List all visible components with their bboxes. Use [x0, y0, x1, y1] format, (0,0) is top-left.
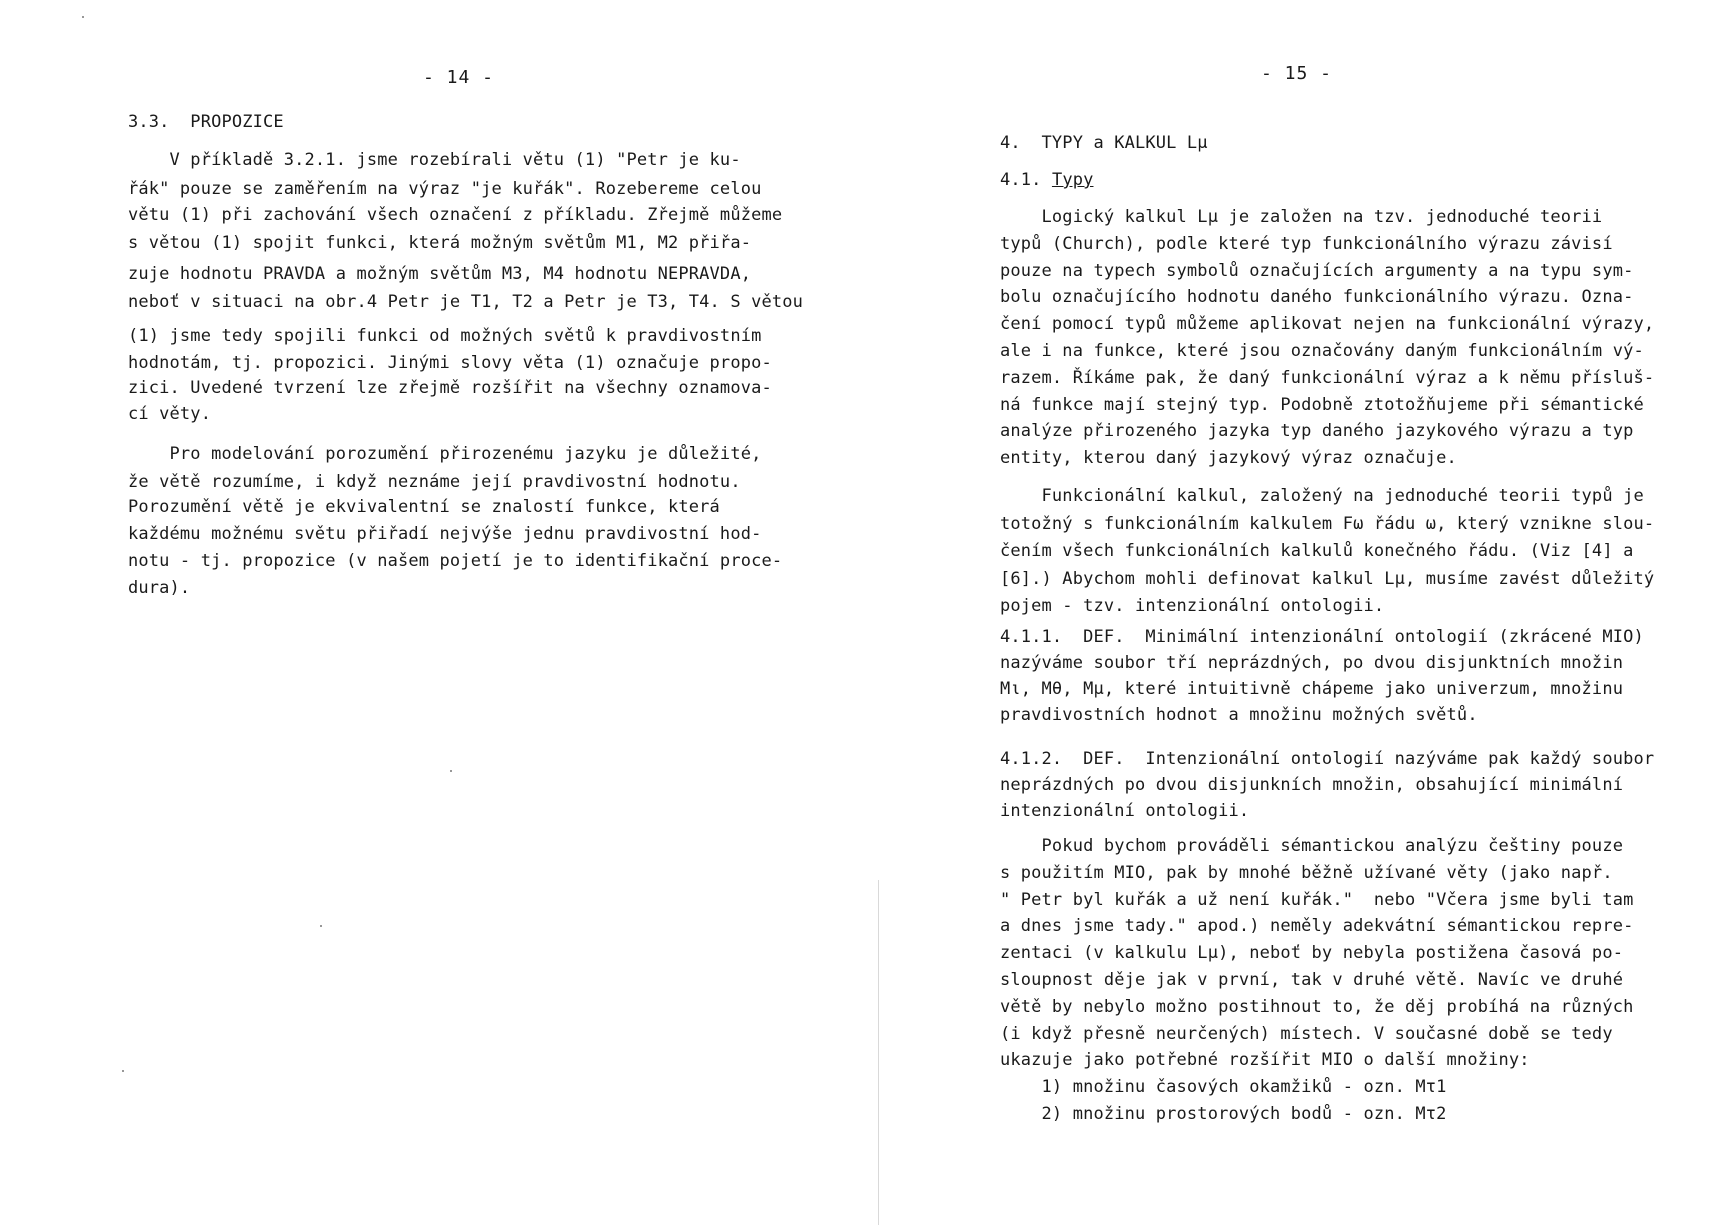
text-line: nazýváme soubor tří neprázdných, po dvou disjunktních množin: [1000, 653, 1624, 673]
section-heading: [1000, 168, 1093, 192]
text-line: [6].) Abychom mohli definovat kalkul Lμ, musíme zavést důležitý: [1000, 568, 1655, 589]
text-line: Logický kalkul Lμ je založen na tzv. jednoduché teorii: [1000, 207, 1603, 227]
text-line: 2) množinu prostorových bodů - ozn. Mτ2: [1000, 1104, 1447, 1124]
text-line: že větě rozumíme, i když neznáme její pravdivostní hodnotu.: [128, 472, 741, 492]
right-page: [878, 0, 1730, 1225]
text-line: Porozumění větě je ekvivalentní se znalostí funkce, která: [128, 497, 720, 517]
text-line: sloupnost děje jak v první, tak v druhé větě. Navíc ve druhé: [1000, 970, 1624, 990]
text-line: cí věty.: [128, 404, 212, 424]
text-line: hodnotám, tj. propozici. Jinými slovy věta (1) označuje propo-: [128, 353, 772, 373]
page-number-left: - 14 -: [423, 67, 495, 88]
text-line: zuje hodnotu PRAVDA a možným světům M3, M4 hodnotu NEPRAVDA,: [128, 264, 752, 284]
text-line: notu - tj. propozice (v našem pojetí je to identifikační proce-: [128, 551, 783, 571]
text-line: pouze na typech symbolů označujících argumenty a na typu sym-: [1000, 260, 1634, 281]
text-line: a dnes jsme tady." apod.) neměly adekvátní sémantickou repre-: [1000, 916, 1634, 937]
text-line: V příkladě 3.2.1. jsme rozebírali větu (1) "Petr je ku-: [128, 150, 741, 170]
text-line: pravdivostních hodnot a množinu možných světů.: [1000, 705, 1478, 725]
scan-speck: [122, 1070, 124, 1072]
text-line: každému možnému světu přiřadí nejvýše jednu pravdivostní hod-: [128, 524, 762, 544]
text-line: dura).: [128, 578, 191, 598]
text-line: totožný s funkcionálním kalkulem Fω řádu ω, který vznikne slou-: [1000, 513, 1655, 534]
text-line: neboť v situaci na obr.4 Petr je T1, T2 a Petr je T3, T4. S větou: [128, 292, 804, 312]
text-line: Pro modelování porozumění přirozenému jazyku je důležité,: [128, 444, 762, 464]
text-line: zentaci (v kalkulu Lμ), neboť by nebyla postižena časová po-: [1000, 943, 1624, 964]
text-line: 4.1.1. DEF. Minimální intenzionální ontologií (zkrácené MIO): [1000, 627, 1644, 647]
text-line: zici. Uvedené tvrzení lze zřejmě rozšířit na všechny oznamova-: [128, 378, 772, 398]
section-number: 4.1.: [1000, 170, 1052, 190]
text-line: " Petr byl kuřák a už není kuřák." nebo "Včera jsme byli tam: [1000, 889, 1634, 910]
text-line: Pokud bychom prováděli sémantickou analýzu češtiny pouze: [1000, 836, 1624, 856]
text-line: razem. Říkáme pak, že daný funkcionální výraz a k němu přísluš-: [1000, 367, 1655, 388]
text-line: čením všech funkcionálních kalkulů konečného řádu. (Viz [4] a: [1000, 541, 1634, 562]
text-line: 4.1.2. DEF. Intenzionální ontologií nazýváme pak každý soubor: [1000, 749, 1655, 769]
text-line: bolu označujícího hodnotu daného funkcionálního výrazu. Ozna-: [1000, 287, 1634, 308]
text-line: typů (Church), podle které typ funkcionálního výrazu závisí: [1000, 233, 1613, 254]
text-line: s použitím MIO, pak by mnohé běžně užívané věty (jako např.: [1000, 862, 1613, 883]
text-line: větu (1) při zachování všech označení z příkladu. Zřejmě můžeme: [128, 205, 783, 225]
page-number-right: - 15 -: [1261, 63, 1333, 84]
scan-speck: [320, 925, 322, 927]
section-title: Typy: [1051, 170, 1094, 190]
chapter-heading: 4. TYPY a KALKUL Lμ: [1000, 133, 1208, 153]
scan-speck: [450, 770, 452, 772]
text-line: 3.3. PROPOZICE: [128, 112, 284, 132]
text-line: čení pomocí typů můžeme aplikovat nejen na funkcionální výrazy,: [1000, 314, 1655, 335]
text-line: (1) jsme tedy spojili funkci od možných světů k pravdivostním: [128, 326, 762, 346]
text-line: analýze přirozeného jazyka typ daného jazykového výrazu a typ: [1000, 421, 1634, 442]
text-line: řák" pouze se zaměřením na výraz "je kuřák". Rozebereme celou: [128, 179, 762, 199]
text-line: neprázdných po dvou disjunkních množin, obsahující minimální: [1000, 775, 1624, 795]
text-line: entity, kterou daný jazykový výraz označuje.: [1000, 448, 1457, 469]
text-line: (i když přesně neurčených) místech. V současné době se tedy: [1000, 1023, 1613, 1044]
text-line: pojem - tzv. intenzionální ontologii.: [1000, 596, 1385, 617]
text-line: Funkcionální kalkul, založený na jednoduché teorii typů je: [1000, 486, 1644, 506]
text-line: větě by nebylo možno postihnout to, že děj probíhá na různých: [1000, 996, 1634, 1017]
scan-speck: [82, 16, 84, 18]
text-line: ale i na funkce, které jsou označovány daným funkcionálním vý-: [1000, 341, 1644, 361]
text-line: ukazuje jako potřebné rozšířit MIO o další množiny:: [1000, 1050, 1530, 1071]
text-line: s větou (1) spojit funkci, která možným světům M1, M2 přiřa-: [128, 233, 752, 253]
text-line: ná funkce mají stejný typ. Podobně ztotožňujeme při sémantické: [1000, 394, 1644, 415]
text-line: 1) množinu časových okamžiků - ozn. Mτ1: [1000, 1077, 1447, 1098]
text-line: Mι, Mθ, Mμ, které intuitivně chápeme jako univerzum, množinu: [1000, 679, 1624, 699]
text-line: intenzionální ontologii.: [1000, 801, 1250, 821]
